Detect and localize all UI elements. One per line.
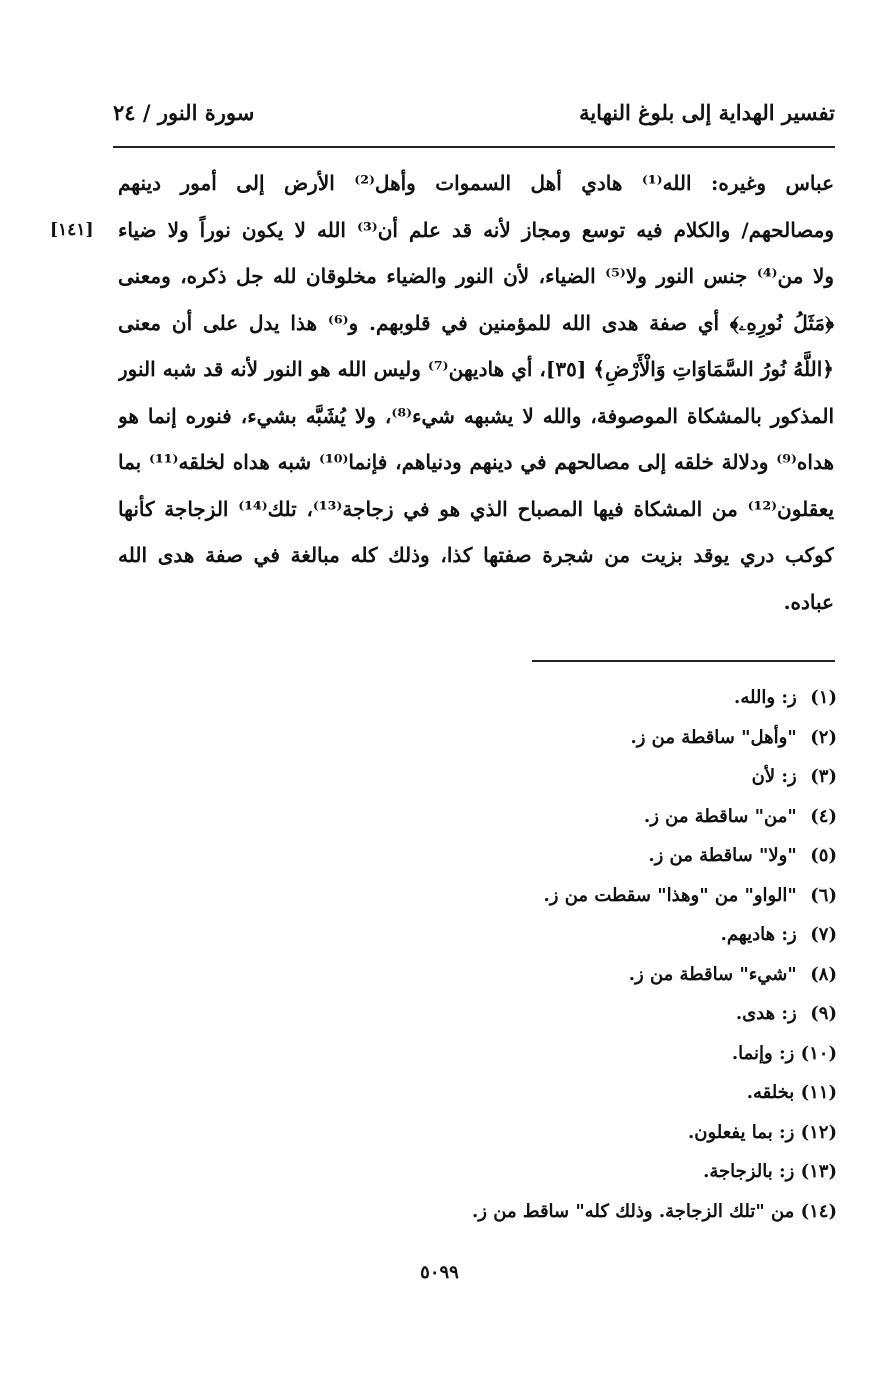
footnote-number: (٧) — [810, 924, 837, 945]
footnote-number: (١٤) — [800, 1200, 837, 1222]
tafsir-body-text — [118, 160, 834, 625]
footnote-text: ز: وإنما. — [731, 1042, 795, 1064]
footnote-number: (١٠) — [800, 1042, 837, 1064]
footnote-item — [337, 718, 837, 758]
footnote-text: "الواو" من "وهذا" سقطت من ز. — [543, 884, 797, 906]
footnote-number: (٦) — [810, 884, 837, 906]
footnote-text: "من" ساقطة من ز. — [643, 805, 797, 827]
body-line: المذكور بالمشكاة الموصوفة، والله لا يشبهه شيء⁽⁸⁾، ولا يُشَبَّه بشيء، فنوره إنما هو — [118, 403, 834, 428]
footnote-text: ز: والله. — [734, 687, 797, 708]
body-line: كوكب دري يوقد بزيت من شجرة صفتها كذا، وذلك كله مبالغة في صفة هدى الله — [118, 543, 834, 567]
footnote-number: (١٢) — [800, 1121, 837, 1143]
footnote-text: من "تلك الزجاجة. وذلك كله" ساقط من ز. — [472, 1200, 795, 1222]
footnote-item — [337, 678, 837, 718]
page-number: ٥٠٩٩ — [420, 1262, 459, 1283]
surah-label: سورة النور / ٢٤ — [113, 100, 255, 125]
footnote-item — [337, 1073, 837, 1113]
footnote-number: (١) — [810, 687, 837, 708]
footnote-item — [337, 1152, 837, 1192]
footnote-text: ز: هدى. — [735, 1003, 797, 1024]
footnote-text: ز: بالزجاجة. — [703, 1161, 795, 1182]
footnote-text: "شيء" ساقطة من ز. — [628, 963, 797, 985]
footnote-item — [337, 955, 837, 995]
footnote-text: ز: بما يفعلون. — [688, 1121, 795, 1143]
footnote-item — [337, 994, 837, 1034]
footnote-number: (١١) — [800, 1082, 837, 1103]
footnote-item — [337, 876, 837, 916]
book-title: تفسير الهداية إلى بلوغ النهاية — [579, 100, 835, 125]
footnote-text: ز: هاديهم. — [720, 924, 797, 945]
footnote-text: "وأهل" ساقطة من ز. — [630, 726, 797, 748]
footnote-divider — [532, 660, 835, 662]
footnote-number: (١٣) — [800, 1161, 837, 1182]
footnote-number: (٢) — [810, 726, 837, 748]
footnote-number: (٩) — [810, 1003, 837, 1024]
running-header — [113, 96, 835, 136]
footnote-item — [337, 1192, 837, 1232]
footnote-number: (٨) — [810, 963, 837, 985]
body-line: يعقلون⁽¹²⁾ من المشكاة فيها المصباح الذي هو في زجاجة⁽¹³⁾، تلك⁽¹⁴⁾ الزجاجة كأنها — [118, 496, 834, 521]
footnote-item — [337, 915, 837, 955]
footnote-text: "ولا" ساقطة من ز. — [648, 845, 797, 866]
body-line: ومصالحهم/ والكلام فيه توسع ومجاز لأنه قد علم أن⁽³⁾ الله لا يكون نوراً ولا ضياء — [118, 217, 834, 242]
footnote-item — [337, 757, 837, 797]
body-line: هداه⁽⁹⁾ ودلالة خلقه إلى مصالحهم في دينهم ودنياهم، فإنما⁽¹⁰⁾ شبه هداه لخلقه⁽¹¹⁾ بما — [118, 450, 834, 474]
footnote-number: (٣) — [810, 766, 837, 787]
manuscript-folio-marker: [١٤١] — [50, 220, 94, 240]
body-line: ولا من⁽⁴⁾ جنس النور ولا⁽⁵⁾ الضياء، لأن النور والضياء مخلوقان لله جل ذكره، ومعنى — [118, 264, 834, 288]
footnote-item — [337, 1034, 837, 1074]
footnotes-list — [337, 678, 837, 1231]
footnote-item — [337, 836, 837, 876]
body-line: عباس وغيره: الله⁽¹⁾ هادي أهل السموات وأهل⁽²⁾ الأرض إلى أمور دينهم — [118, 171, 834, 195]
footnote-number: (٤) — [810, 805, 837, 827]
header-divider — [113, 146, 835, 148]
footnote-text: ز: لأن — [751, 766, 797, 787]
body-line: ﴿مَثَلُ نُورِهِۦ﴾ أي صفة هدى الله للمؤمنين في قلوبهم. و⁽⁶⁾ هذا يدل على أن معنى — [118, 310, 834, 335]
body-line: عباده. — [783, 589, 834, 614]
body-line: ﴿اللَّهُ نُورُ السَّمَاوَاتِ وَالْأَرْضِ﴾ [٣٥]، أي هاديهن⁽⁷⁾ وليس الله هو النور لأنه قد شبه النور — [118, 357, 834, 381]
footnote-text: بخلقه. — [746, 1082, 795, 1103]
footnote-item — [337, 797, 837, 837]
footnote-item — [337, 1113, 837, 1153]
footnote-number: (٥) — [810, 845, 837, 866]
